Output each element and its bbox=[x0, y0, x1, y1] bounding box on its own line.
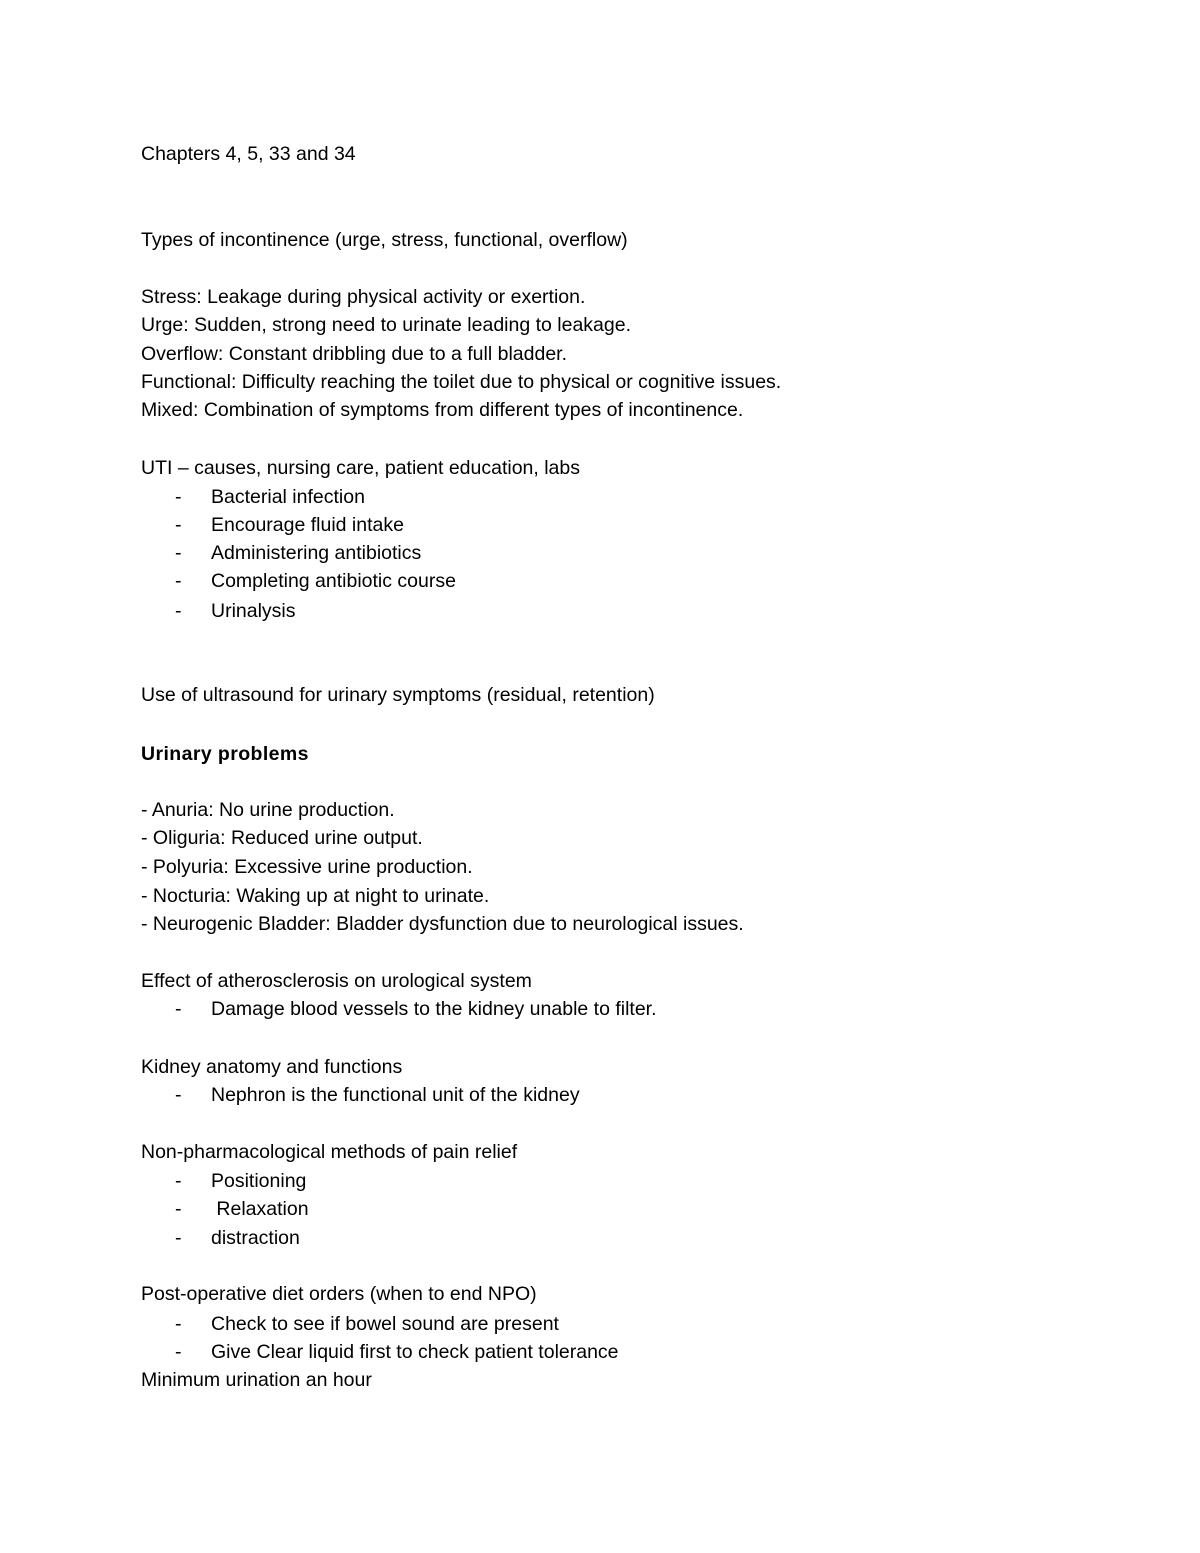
atherosclerosis-item-text: Damage blood vessels to the kidney unable to filter. bbox=[211, 998, 657, 1020]
post-op-list-item bbox=[175, 1338, 619, 1366]
uti-list-item bbox=[175, 539, 421, 567]
uti-item-text: Administering antibiotics bbox=[211, 542, 422, 564]
urinary-problem-line: - Anuria: No urine production. bbox=[141, 799, 395, 821]
incontinence-line-functional: Functional: Difficulty reaching the toilet due to physical or cognitive issues. bbox=[141, 371, 782, 393]
pain-relief-item-text: Relaxation bbox=[211, 1198, 309, 1220]
uti-list-item bbox=[175, 597, 296, 625]
urinary-problem-line: - Neurogenic Bladder: Bladder dysfunction due to neurological issues. bbox=[141, 913, 744, 935]
urinary-problem-line: - Nocturia: Waking up at night to urinate. bbox=[141, 885, 490, 907]
pain-relief-list-item bbox=[175, 1167, 306, 1195]
incontinence-title: Types of incontinence (urge, stress, functional, overflow) bbox=[141, 229, 628, 251]
bullet-dash: - bbox=[175, 1313, 182, 1335]
incontinence-line-urge: Urge: Sudden, strong need to urinate leading to leakage. bbox=[141, 314, 632, 336]
bullet-dash: - bbox=[175, 1084, 182, 1106]
incontinence-line-overflow: Overflow: Constant dribbling due to a full bladder. bbox=[141, 343, 568, 365]
pain-relief-list-item bbox=[175, 1195, 309, 1223]
footer-line: Minimum urination an hour bbox=[141, 1369, 372, 1391]
uti-list-item bbox=[175, 511, 404, 539]
bullet-dash: - bbox=[175, 542, 182, 564]
uti-item-text: Completing antibiotic course bbox=[211, 570, 456, 592]
uti-list-item bbox=[175, 567, 456, 595]
bullet-dash: - bbox=[175, 1341, 182, 1363]
bullet-dash: - bbox=[175, 1170, 182, 1192]
pain-relief-title: Non-pharmacological methods of pain relief bbox=[141, 1141, 518, 1163]
pain-relief-list-item bbox=[175, 1224, 300, 1252]
document-heading: Chapters 4, 5, 33 and 34 bbox=[141, 143, 356, 165]
ultrasound-title: Use of ultrasound for urinary symptoms (residual, retention) bbox=[141, 684, 655, 706]
uti-item-text: Bacterial infection bbox=[211, 486, 365, 508]
kidney-title: Kidney anatomy and functions bbox=[141, 1056, 403, 1078]
pain-relief-item-text: Positioning bbox=[211, 1170, 307, 1192]
bullet-dash: - bbox=[175, 1227, 182, 1249]
bullet-dash: - bbox=[175, 1198, 182, 1220]
urinary-problems-title: Urinary problems bbox=[141, 743, 309, 765]
kidney-item-text: Nephron is the functional unit of the kidney bbox=[211, 1084, 580, 1106]
urinary-problem-line: - Oliguria: Reduced urine output. bbox=[141, 827, 423, 849]
urinary-problem-line: - Polyuria: Excessive urine production. bbox=[141, 856, 473, 878]
kidney-list-item bbox=[175, 1081, 580, 1109]
bullet-dash: - bbox=[175, 486, 182, 508]
atherosclerosis-title: Effect of atherosclerosis on urological system bbox=[141, 970, 532, 992]
uti-list-item bbox=[175, 483, 365, 511]
post-op-title: Post-operative diet orders (when to end NPO) bbox=[141, 1283, 537, 1305]
incontinence-line-stress: Stress: Leakage during physical activity or exertion. bbox=[141, 286, 586, 308]
uti-title: UTI – causes, nursing care, patient education, labs bbox=[141, 457, 580, 479]
post-op-list-item bbox=[175, 1310, 559, 1338]
atherosclerosis-list-item bbox=[175, 995, 657, 1023]
uti-item-text: Urinalysis bbox=[211, 600, 296, 622]
bullet-dash: - bbox=[175, 998, 182, 1020]
bullet-dash: - bbox=[175, 514, 182, 536]
bullet-dash: - bbox=[175, 570, 182, 592]
pain-relief-item-text: distraction bbox=[211, 1227, 300, 1249]
post-op-item-text: Check to see if bowel sound are present bbox=[211, 1313, 559, 1335]
bullet-dash: - bbox=[175, 600, 182, 622]
uti-item-text: Encourage fluid intake bbox=[211, 514, 404, 536]
incontinence-line-mixed: Mixed: Combination of symptoms from different types of incontinence. bbox=[141, 399, 744, 421]
post-op-item-text: Give Clear liquid first to check patient tolerance bbox=[211, 1341, 619, 1363]
